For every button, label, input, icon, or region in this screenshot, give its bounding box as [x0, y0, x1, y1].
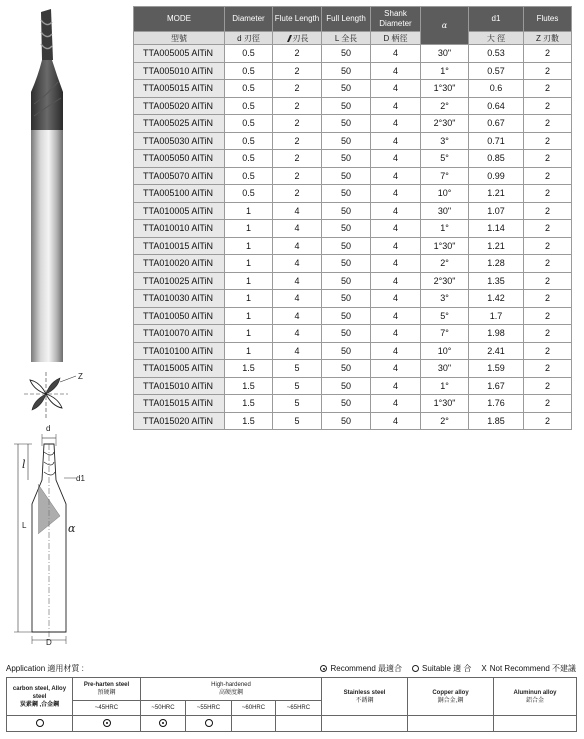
cell-d1: 1.76 — [469, 395, 524, 413]
col-hrc50: ~50HRC — [141, 701, 186, 716]
spec-table — [133, 6, 572, 430]
rating-cell — [73, 716, 141, 732]
table-row — [134, 237, 572, 255]
cell-d: 1.5 — [225, 360, 273, 378]
table-row — [134, 80, 572, 98]
cell-l: 50 — [322, 202, 371, 220]
cell-z: 2 — [524, 237, 572, 255]
recommend-icon — [103, 719, 111, 727]
header-mode: MODE — [134, 7, 225, 32]
cell-d: 0.5 — [225, 150, 273, 168]
label-d1: d1 — [76, 474, 85, 483]
cell-d: 1.5 — [225, 412, 273, 430]
cell-alpha: 7° — [421, 167, 469, 185]
cell-d1: 1.85 — [469, 412, 524, 430]
cell-d1: 1.07 — [469, 202, 524, 220]
cell-l: 2 — [273, 45, 322, 63]
header-full-length: Full Length — [322, 7, 371, 32]
suitable-icon — [36, 719, 44, 727]
cell-l: 50 — [322, 45, 371, 63]
cell-l: 50 — [322, 272, 371, 290]
label-d: d — [46, 424, 51, 433]
subheader-flutes: Z 刃數 — [524, 32, 572, 45]
cell-l: 4 — [273, 307, 322, 325]
header-alpha: α — [421, 7, 469, 45]
col-stainless-en: Stainless steel — [343, 689, 386, 696]
cell-alpha: 2° — [421, 412, 469, 430]
col-aluminum-en: Aluminun alloy — [513, 689, 557, 696]
cell-l: 50 — [322, 167, 371, 185]
cell-model: TTA005020 AlTiN — [134, 97, 225, 115]
cell-z: 2 — [524, 342, 572, 360]
cell-model: TTA005015 AlTiN — [134, 80, 225, 98]
cell-d: 4 — [371, 45, 421, 63]
suitable-icon — [412, 665, 419, 672]
cell-l: 50 — [322, 115, 371, 133]
cell-alpha: 2° — [421, 255, 469, 273]
cell-l: 50 — [322, 185, 371, 203]
table-row — [134, 342, 572, 360]
cell-l: 4 — [273, 342, 322, 360]
legend-not-recommend-text: Not Recommend 不建議 — [489, 664, 576, 673]
cell-l: 4 — [273, 202, 322, 220]
col-high-hardened — [141, 678, 322, 701]
cell-model: TTA010005 AlTiN — [134, 202, 225, 220]
cell-l: 50 — [322, 132, 371, 150]
cell-l: 2 — [273, 97, 322, 115]
rating-cell — [408, 716, 494, 732]
cell-l: 4 — [273, 325, 322, 343]
cell-d: 4 — [371, 412, 421, 430]
cell-z: 2 — [524, 307, 572, 325]
cell-d: 1 — [225, 325, 273, 343]
cell-d: 0.5 — [225, 167, 273, 185]
col-carbon-zh: 炭素鋼 ,合金鋼 — [19, 701, 60, 708]
cell-alpha: 1°30" — [421, 237, 469, 255]
legend-suitable — [412, 663, 471, 674]
cell-d1: 1.35 — [469, 272, 524, 290]
table-row — [134, 150, 572, 168]
subheader-flute-length-text: 刃長 — [292, 33, 309, 43]
cell-d: 0.5 — [225, 132, 273, 150]
label-alpha: α — [68, 522, 76, 535]
col-hrc55: ~55HRC — [186, 701, 232, 716]
cell-d: 1 — [225, 220, 273, 238]
cell-d: 4 — [371, 325, 421, 343]
cell-l: 5 — [273, 377, 322, 395]
col-hrc60: ~60HRC — [232, 701, 276, 716]
flute-length-icon — [286, 35, 293, 42]
cell-alpha: 2° — [421, 97, 469, 115]
cell-d: 4 — [371, 237, 421, 255]
cell-alpha: 10° — [421, 185, 469, 203]
cell-d1: 1.98 — [469, 325, 524, 343]
cell-l: 5 — [273, 360, 322, 378]
col-carbon-en: carbon steel, Alloy steel — [12, 685, 67, 700]
cell-l: 4 — [273, 272, 322, 290]
cell-l: 50 — [322, 395, 371, 413]
cell-d: 0.5 — [225, 62, 273, 80]
cell-model: TTA010050 AlTiN — [134, 307, 225, 325]
cell-d: 4 — [371, 342, 421, 360]
cell-d1: 0.6 — [469, 80, 524, 98]
table-row — [134, 307, 572, 325]
cell-z: 2 — [524, 115, 572, 133]
cell-model: TTA005070 AlTiN — [134, 167, 225, 185]
cell-l: 2 — [273, 132, 322, 150]
header-shank-diameter: Shank Diameter — [371, 7, 421, 32]
suitable-icon — [205, 719, 213, 727]
cell-model: TTA005025 AlTiN — [134, 115, 225, 133]
cell-d: 4 — [371, 115, 421, 133]
cell-l: 50 — [322, 377, 371, 395]
cell-d: 4 — [371, 290, 421, 308]
cell-z: 2 — [524, 80, 572, 98]
cell-alpha: 30" — [421, 360, 469, 378]
cell-model: TTA015010 AlTiN — [134, 377, 225, 395]
cell-alpha: 1° — [421, 62, 469, 80]
table-row — [134, 360, 572, 378]
cell-alpha: 30" — [421, 202, 469, 220]
table-row — [134, 167, 572, 185]
col-stainless-zh: 不銹鋼 — [355, 697, 374, 704]
cell-d: 4 — [371, 255, 421, 273]
subheader-mode: 型號 — [134, 32, 225, 45]
cell-d: 0.5 — [225, 45, 273, 63]
col-copper-en: Copper alloy — [432, 689, 469, 696]
cell-l: 2 — [273, 62, 322, 80]
cell-model: TTA010010 AlTiN — [134, 220, 225, 238]
table-row — [134, 377, 572, 395]
application-title: Application 適用材質 : — [6, 664, 84, 673]
cell-d: 4 — [371, 62, 421, 80]
table-row — [134, 255, 572, 273]
cell-l: 4 — [273, 237, 322, 255]
cell-z: 2 — [524, 220, 572, 238]
cell-alpha: 5° — [421, 150, 469, 168]
cell-l: 50 — [322, 62, 371, 80]
table-row — [134, 45, 572, 63]
cell-d: 4 — [371, 185, 421, 203]
rating-cell — [7, 716, 73, 732]
header-d1: d1 — [469, 7, 524, 32]
cell-d: 4 — [371, 377, 421, 395]
table-row — [134, 290, 572, 308]
cell-alpha: 5° — [421, 307, 469, 325]
cell-z: 2 — [524, 325, 572, 343]
subheader-flute-length — [273, 32, 322, 45]
cell-l: 5 — [273, 395, 322, 413]
end-view-drawing — [20, 368, 98, 422]
cell-alpha: 2°30" — [421, 115, 469, 133]
cell-model: TTA015020 AlTiN — [134, 412, 225, 430]
subheader-full-length: L 全長 — [322, 32, 371, 45]
header-flute-length: Flute Length — [273, 7, 322, 32]
cell-l: 50 — [322, 290, 371, 308]
label-l: l — [22, 458, 26, 471]
col-prehard-steel — [73, 678, 141, 701]
cell-l: 50 — [322, 412, 371, 430]
cell-l: 5 — [273, 412, 322, 430]
cell-d1: 1.21 — [469, 237, 524, 255]
cell-model: TTA005005 AlTiN — [134, 45, 225, 63]
cell-alpha: 1° — [421, 220, 469, 238]
cell-alpha: 10° — [421, 342, 469, 360]
cell-d: 1.5 — [225, 377, 273, 395]
col-carbon-steel — [7, 678, 73, 716]
label-z: Z — [78, 372, 83, 381]
header-flutes: Flutes — [524, 7, 572, 32]
cell-alpha: 1°30" — [421, 395, 469, 413]
cell-l: 50 — [322, 150, 371, 168]
cell-z: 2 — [524, 290, 572, 308]
cell-model: TTA015015 AlTiN — [134, 395, 225, 413]
cell-d: 1 — [225, 342, 273, 360]
col-stainless — [322, 678, 408, 716]
cell-model: TTA010100 AlTiN — [134, 342, 225, 360]
col-aluminum-zh: 鋁合金 — [526, 697, 545, 704]
cell-d1: 0.57 — [469, 62, 524, 80]
cell-alpha: 1° — [421, 377, 469, 395]
cell-d: 4 — [371, 132, 421, 150]
cell-d: 4 — [371, 167, 421, 185]
cell-model: TTA005030 AlTiN — [134, 132, 225, 150]
cell-d1: 0.53 — [469, 45, 524, 63]
cell-d: 4 — [371, 360, 421, 378]
cell-d: 1 — [225, 237, 273, 255]
cell-model: TTA010070 AlTiN — [134, 325, 225, 343]
col-hard-zh: 高硬度鋼 — [219, 690, 244, 696]
rating-cell — [322, 716, 408, 732]
cell-l: 4 — [273, 220, 322, 238]
cell-l: 50 — [322, 237, 371, 255]
cell-model: TTA010015 AlTiN — [134, 237, 225, 255]
cell-l: 50 — [322, 325, 371, 343]
cell-l: 50 — [322, 97, 371, 115]
rating-row — [7, 716, 577, 732]
cell-d: 0.5 — [225, 97, 273, 115]
cell-d: 4 — [371, 97, 421, 115]
col-copper-zh: 銅合金,鋼 — [437, 697, 464, 704]
subheader-d1: 大 徑 — [469, 32, 524, 45]
label-D: D — [46, 638, 52, 646]
cell-z: 2 — [524, 97, 572, 115]
cell-alpha: 3° — [421, 132, 469, 150]
cell-d1: 1.14 — [469, 220, 524, 238]
cell-l: 50 — [322, 220, 371, 238]
cell-model: TTA005010 AlTiN — [134, 62, 225, 80]
legend — [320, 663, 576, 674]
cell-alpha: 7° — [421, 325, 469, 343]
label-L: L — [22, 521, 27, 530]
table-row — [134, 97, 572, 115]
table-row — [134, 325, 572, 343]
legend-recommend-text: Recommend 最適合 — [330, 664, 403, 673]
not-recommend-icon: X — [481, 664, 487, 673]
cell-d1: 1.21 — [469, 185, 524, 203]
cell-l: 50 — [322, 342, 371, 360]
cell-l: 50 — [322, 307, 371, 325]
cell-d: 0.5 — [225, 80, 273, 98]
cell-d1: 0.71 — [469, 132, 524, 150]
rating-cell — [276, 716, 322, 732]
cell-d: 1 — [225, 255, 273, 273]
cell-z: 2 — [524, 412, 572, 430]
spec-table-body — [134, 45, 572, 430]
cell-alpha: 30" — [421, 45, 469, 63]
cell-z: 2 — [524, 202, 572, 220]
cell-d: 1 — [225, 290, 273, 308]
cell-d: 4 — [371, 220, 421, 238]
cell-z: 2 — [524, 360, 572, 378]
cell-z: 2 — [524, 132, 572, 150]
cell-d: 1 — [225, 202, 273, 220]
cell-d1: 2.41 — [469, 342, 524, 360]
tool-photo — [22, 6, 78, 362]
cell-d: 1 — [225, 307, 273, 325]
cell-l: 2 — [273, 185, 322, 203]
cell-d1: 0.85 — [469, 150, 524, 168]
cell-z: 2 — [524, 395, 572, 413]
cell-l: 2 — [273, 115, 322, 133]
recommend-icon — [159, 719, 167, 727]
cell-z: 2 — [524, 167, 572, 185]
rating-cell — [141, 716, 186, 732]
table-row — [134, 62, 572, 80]
cell-d: 4 — [371, 202, 421, 220]
cell-d1: 1.59 — [469, 360, 524, 378]
rating-cell — [232, 716, 276, 732]
cell-alpha: 3° — [421, 290, 469, 308]
cell-d1: 1.7 — [469, 307, 524, 325]
table-row — [134, 220, 572, 238]
subheader-shank-diameter: D 柄徑 — [371, 32, 421, 45]
cell-model: TTA005100 AlTiN — [134, 185, 225, 203]
cell-d1: 1.42 — [469, 290, 524, 308]
col-copper — [408, 678, 494, 716]
cell-z: 2 — [524, 272, 572, 290]
cell-d: 1.5 — [225, 395, 273, 413]
cell-model: TTA005050 AlTiN — [134, 150, 225, 168]
cell-d: 4 — [371, 80, 421, 98]
cell-d: 4 — [371, 272, 421, 290]
cell-model: TTA015005 AlTiN — [134, 360, 225, 378]
cell-model: TTA010020 AlTiN — [134, 255, 225, 273]
subheader-diameter: d 刃徑 — [225, 32, 273, 45]
table-row — [134, 395, 572, 413]
col-hrc65: ~65HRC — [276, 701, 322, 716]
cell-z: 2 — [524, 62, 572, 80]
header-diameter: Diameter — [225, 7, 273, 32]
cell-d: 4 — [371, 307, 421, 325]
side-dimension-drawing — [8, 424, 118, 646]
col-prehard-en: Pre-harten steel — [83, 682, 130, 688]
table-row — [134, 412, 572, 430]
table-row — [134, 115, 572, 133]
cell-l: 4 — [273, 290, 322, 308]
rating-cell — [186, 716, 232, 732]
cell-model: TTA010025 AlTiN — [134, 272, 225, 290]
cell-z: 2 — [524, 185, 572, 203]
cell-d1: 1.67 — [469, 377, 524, 395]
cell-d: 4 — [371, 395, 421, 413]
legend-not-recommend — [481, 663, 576, 674]
cell-l: 50 — [322, 80, 371, 98]
col-prehard-zh: 預硬鋼 — [97, 690, 116, 696]
legend-suitable-text: Suitable 適 合 — [422, 664, 472, 673]
cell-model: TTA010030 AlTiN — [134, 290, 225, 308]
legend-recommend — [320, 663, 402, 674]
cell-alpha: 2°30" — [421, 272, 469, 290]
cell-d1: 0.67 — [469, 115, 524, 133]
cell-d: 4 — [371, 150, 421, 168]
cell-z: 2 — [524, 150, 572, 168]
cell-l: 2 — [273, 150, 322, 168]
table-row — [134, 202, 572, 220]
cell-d: 0.5 — [225, 185, 273, 203]
cell-z: 2 — [524, 255, 572, 273]
cell-alpha: 1°30" — [421, 80, 469, 98]
cell-l: 50 — [322, 360, 371, 378]
table-row — [134, 185, 572, 203]
col-hard-en: High-hardened — [211, 682, 251, 688]
cell-d1: 1.28 — [469, 255, 524, 273]
cell-l: 2 — [273, 80, 322, 98]
col-aluminum — [494, 678, 577, 716]
cell-z: 2 — [524, 45, 572, 63]
recommend-icon — [320, 665, 327, 672]
cell-d: 1 — [225, 272, 273, 290]
cell-l: 2 — [273, 167, 322, 185]
table-row — [134, 272, 572, 290]
cell-l: 50 — [322, 255, 371, 273]
col-prehard-hrc: ~45HRC — [73, 701, 141, 716]
cell-d1: 0.64 — [469, 97, 524, 115]
cell-l: 4 — [273, 255, 322, 273]
application-table — [6, 677, 577, 732]
cell-d: 0.5 — [225, 115, 273, 133]
rating-cell — [494, 716, 577, 732]
application-header — [6, 661, 576, 675]
table-row — [134, 132, 572, 150]
cell-z: 2 — [524, 377, 572, 395]
cell-d1: 0.99 — [469, 167, 524, 185]
